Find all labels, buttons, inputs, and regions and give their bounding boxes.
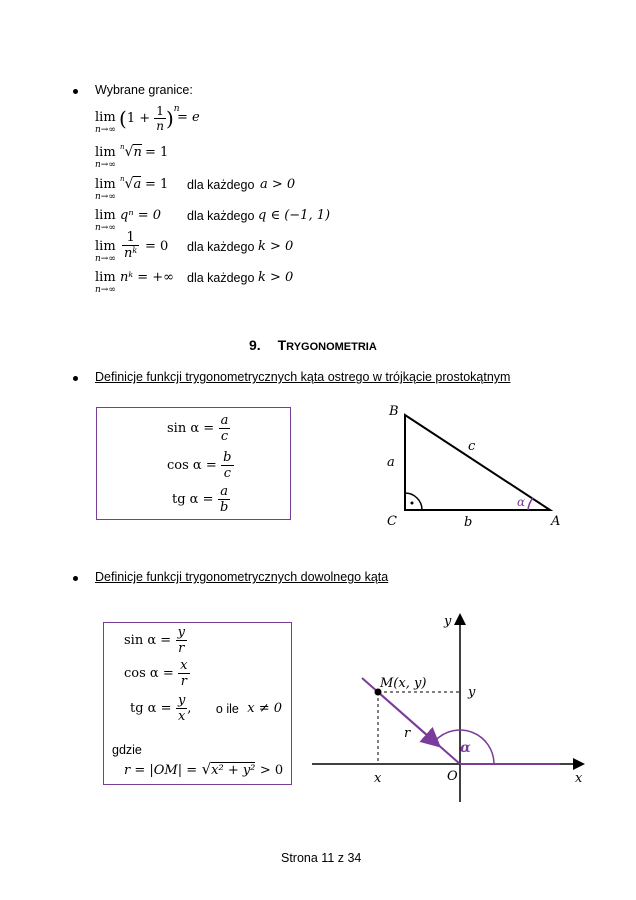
condition-math: k > 0 <box>258 270 294 285</box>
vertex-B: B <box>389 404 399 419</box>
right-triangle-diagram <box>380 400 570 530</box>
r-rhs: > 0 <box>259 763 284 778</box>
gdzie-label: gdzie <box>112 743 142 757</box>
limit-3-rhs: = 1 <box>145 177 169 192</box>
limit-5-rhs: = 0 <box>145 239 169 254</box>
tg-label: tg α = <box>130 701 172 716</box>
limit-5 <box>95 230 355 264</box>
y-axis-label: y <box>444 614 452 629</box>
r-radicand: x² + y² <box>211 763 256 778</box>
paren-expression: (1 + $\frac{1}{n}$ )$^n$ <box>119 104 180 133</box>
tg-label: tg α = <box>172 492 214 507</box>
lim-subscript: n→∞ <box>95 192 116 202</box>
side-a: a <box>387 455 395 470</box>
nth-root-a: $^n$√a <box>120 175 142 192</box>
page-footer: Strona 11 z 34 <box>281 851 362 865</box>
section-title <box>249 337 377 355</box>
limit-4-lhs: qⁿ = 0 <box>120 208 162 223</box>
cos-definition: cos α = $\frac{b}{c}$ <box>167 450 232 481</box>
limit-1-rhs: = e <box>177 110 200 125</box>
tg-condition-text: o ile <box>215 701 239 716</box>
r-lhs: r = |OM| = <box>124 763 198 778</box>
limit-6-lhs: nᵏ = +∞ <box>120 270 174 285</box>
cos-label: cos α = <box>124 666 174 681</box>
right-angle-dot <box>411 502 414 505</box>
r-definition: r = |OM| = √x² + y² > 0 <box>124 760 284 778</box>
tg-condition-math: x ≠ 0 <box>247 701 283 716</box>
lim-label: lim <box>95 177 116 192</box>
limits-heading: Wybrane granice: <box>95 83 193 97</box>
tg-definition: tg α = $\frac{a}{b}$ <box>172 484 229 515</box>
section-title-rest: RYGONOMETRIA <box>286 341 377 353</box>
section-number: 9. <box>249 337 261 353</box>
limit-2-rhs: = 1 <box>145 145 169 160</box>
sin-definition: sin α = $\frac{a}{c}$ <box>167 413 229 444</box>
condition-math: a > 0 <box>260 177 296 192</box>
sin-definition: sin α = $\frac{y}{r}$ <box>124 625 185 656</box>
bullet <box>73 576 78 581</box>
origin-label: O <box>447 769 458 784</box>
condition-text: dla każdego <box>187 209 255 223</box>
lim-subscript: n→∞ <box>95 160 116 170</box>
triangle-outline <box>405 415 550 510</box>
bullet <box>73 376 78 381</box>
acute-heading: Definicje funkcji trygonometrycznych kąta ostrego w trójkącie prostokątnym <box>95 370 511 384</box>
any-angle-definitions-box <box>103 622 292 785</box>
lim-label: lim <box>95 239 116 254</box>
condition-math: k > 0 <box>258 239 294 254</box>
angle-alpha: α <box>517 495 526 509</box>
any-angle-heading: Definicje funkcji trygonometrycznych dowolnego kąta <box>95 570 389 584</box>
limit-3 <box>95 177 355 203</box>
tg-definition: tg α = $\frac{y}{x}$ , o ile x ≠ 0 <box>130 693 283 724</box>
section-title-first: T <box>277 337 287 353</box>
nth-root-n: $^n$√n <box>120 143 142 160</box>
lim-label: lim <box>95 270 116 285</box>
r-label: r <box>404 726 411 741</box>
condition-math: q ∈ (−1, 1) <box>258 208 331 223</box>
unit-angle-diagram <box>310 610 590 810</box>
sin-label: sin α = <box>167 421 215 436</box>
condition-text: dla każdego <box>187 240 255 254</box>
limit-6 <box>95 270 355 296</box>
condition-text: dla każdego <box>187 271 255 285</box>
lim-label: lim <box>95 145 116 160</box>
one-over-n-k: $\frac{1}{n^k}$ <box>124 230 138 261</box>
lim-subscript: n→∞ <box>95 254 116 264</box>
alpha-arc <box>528 498 533 510</box>
right-angle-arc <box>405 493 422 510</box>
acute-definitions-box <box>96 407 291 520</box>
vertex-A: A <box>551 514 561 529</box>
cos-label: cos α = <box>167 458 217 473</box>
sin-label: sin α = <box>124 633 172 648</box>
x-axis-label: x <box>575 771 583 786</box>
y-mark-label: y <box>468 685 476 700</box>
side-c: c <box>468 439 476 454</box>
lim-label: lim <box>95 110 116 125</box>
lim-subscript: n→∞ <box>95 285 116 295</box>
angle-alpha: α <box>460 740 471 756</box>
bullet <box>73 89 78 94</box>
condition-text: dla każdego <box>187 178 255 192</box>
vertex-C: C <box>387 514 397 529</box>
point-M-label: M(x, y) <box>380 676 427 691</box>
cos-definition: cos α = $\frac{x}{r}$ <box>124 658 188 689</box>
lim-label: lim <box>95 208 116 223</box>
side-b: b <box>464 515 473 530</box>
lim-subscript: n→∞ <box>95 223 116 233</box>
lim-subscript: n→∞ <box>95 125 116 135</box>
x-mark-label: x <box>374 771 382 786</box>
